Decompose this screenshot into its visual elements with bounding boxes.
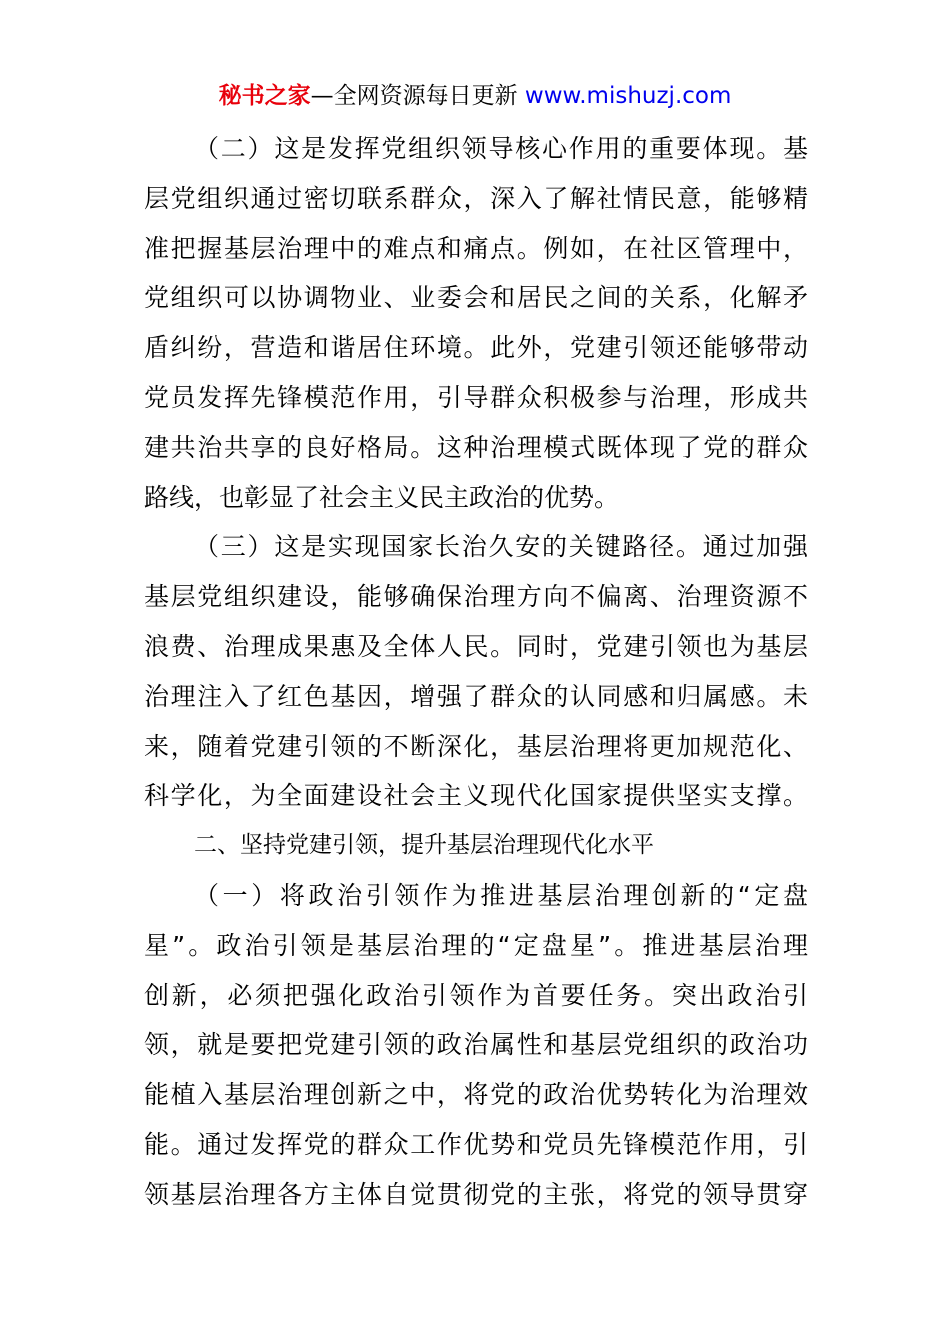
text-line: 星”。政治引领是基层治理的“定盘星”。推进基层治理 [144, 930, 808, 960]
text-line: 党员发挥先锋模范作用，引导群众积极参与治理，形成共 [144, 382, 808, 412]
text-line: 科学化，为全面建设社会主义现代化国家提供坚实支撑。 [144, 781, 808, 811]
text-line: 建共治共享的良好格局。这种治理模式既体现了党的群众 [144, 432, 808, 462]
header-brand: 秘书之家 [218, 83, 311, 109]
text-line: 领，就是要把党建引领的政治属性和基层党组织的政治功 [144, 1030, 808, 1060]
text-line: 能植入基层治理创新之中，将党的政治优势转化为治理效 [144, 1080, 808, 1110]
text-line: 党组织可以协调物业、业委会和居民之间的关系，化解矛 [144, 283, 808, 313]
text-line: 创新，必须把强化政治引领作为首要任务。突出政治引 [144, 980, 808, 1010]
text-line: 领基层治理各方主体自觉贯彻党的主张，将党的领导贯穿 [144, 1179, 808, 1209]
section-heading: 二、坚持党建引领，提升基层治理现代化水平 [194, 832, 654, 859]
page-header [0, 80, 950, 112]
text-line: （三）这是实现国家长治久安的关键路径。通过加强 [194, 532, 808, 562]
header-tagline: —全网资源每日更新 [310, 83, 525, 109]
text-line: 来，随着党建引领的不断深化，基层治理将更加规范化、 [144, 731, 808, 761]
header-url-link[interactable]: www.mishuzj.com [524, 83, 732, 109]
text-line: 路线，也彰显了社会主义民主政治的优势。 [144, 482, 620, 512]
text-line: 能。通过发挥党的群众工作优势和党员先锋模范作用，引 [144, 1129, 808, 1159]
text-line: 层党组织通过密切联系群众，深入了解社情民意，能够精 [144, 183, 808, 213]
document-body [144, 124, 808, 1220]
text-line: 盾纠纷，营造和谐居住环境。此外，党建引领还能够带动 [144, 333, 808, 363]
text-line: （二）这是发挥党组织领导核心作用的重要体现。基 [194, 134, 808, 163]
text-line: 治理注入了红色基因，增强了群众的认同感和归属感。未 [144, 681, 808, 711]
text-line: 基层党组织建设，能够确保治理方向不偏离、治理资源不 [144, 582, 808, 612]
text-line: 浪费、治理成果惠及全体人民。同时，党建引领也为基层 [144, 631, 808, 661]
text-line: （一）将政治引领作为推进基层治理创新的“定盘 [194, 880, 808, 910]
text-line: 准把握基层治理中的难点和痛点。例如，在社区管理中， [144, 233, 808, 263]
